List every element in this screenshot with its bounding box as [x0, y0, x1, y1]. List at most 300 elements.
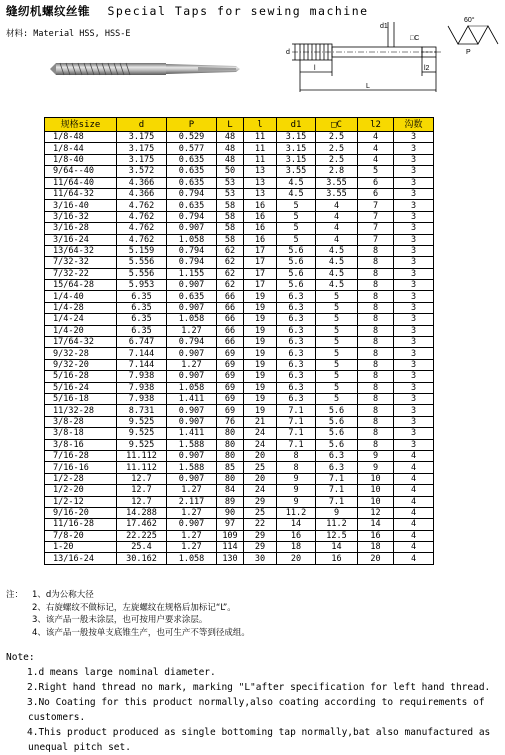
table-cell: 3 — [394, 382, 434, 393]
table-cell: 6.3 — [277, 348, 316, 359]
table-row — [45, 132, 434, 143]
table-cell: 8 — [358, 268, 394, 279]
table-cell: 3.55 — [277, 166, 316, 177]
table-cell: 4.762 — [117, 211, 167, 222]
table-cell: 0.794 — [167, 211, 217, 222]
table-header-row — [45, 118, 434, 132]
table-cell: 3.55 — [316, 188, 358, 199]
table-cell: 7/16-16 — [45, 462, 117, 473]
table-cell: 3 — [394, 302, 434, 313]
table-cell: 84 — [217, 485, 244, 496]
note-cn-1: 1、d为公称大径 — [32, 590, 94, 600]
table-cell: 8 — [358, 428, 394, 439]
table-row — [45, 234, 434, 245]
table-cell: 16 — [358, 530, 394, 541]
table-cell: 7.1 — [277, 405, 316, 416]
table-row — [45, 405, 434, 416]
table-cell: 4 — [394, 553, 434, 564]
table-cell: 8 — [277, 462, 316, 473]
col-header-L: L — [217, 118, 244, 132]
table-cell: 9 — [277, 496, 316, 507]
table-row — [45, 439, 434, 450]
table-cell: 9.525 — [117, 416, 167, 427]
table-cell: 8 — [358, 348, 394, 359]
table-cell: 1/4-20 — [45, 325, 117, 336]
table-cell: 5 — [277, 234, 316, 245]
table-cell: 8 — [358, 359, 394, 370]
table-cell: 17/64-32 — [45, 337, 117, 348]
table-cell: 3 — [394, 439, 434, 450]
table-cell: 1.27 — [167, 325, 217, 336]
table-cell: 25 — [244, 507, 277, 518]
table-cell: 18 — [358, 542, 394, 553]
table-cell: 19 — [244, 359, 277, 370]
table-cell: 10 — [358, 473, 394, 484]
dim-label-l2: l2 — [424, 65, 430, 72]
table-cell: 3 — [394, 223, 434, 234]
table-row — [45, 223, 434, 234]
table-cell: 4 — [394, 530, 434, 541]
spec-table — [44, 117, 434, 565]
table-cell: 69 — [217, 371, 244, 382]
table-cell: 20 — [244, 473, 277, 484]
table-cell: 4 — [358, 154, 394, 165]
table-cell: 4.5 — [277, 177, 316, 188]
table-cell: 11 — [244, 154, 277, 165]
table-cell: 17 — [244, 257, 277, 268]
table-cell: 12 — [358, 507, 394, 518]
table-cell: 0.907 — [167, 416, 217, 427]
table-cell: 6.3 — [277, 393, 316, 404]
table-cell: 5.6 — [316, 405, 358, 416]
table-cell: 7.1 — [316, 485, 358, 496]
table-cell: 24 — [244, 439, 277, 450]
table-cell: 2.5 — [316, 132, 358, 143]
table-cell: 85 — [217, 462, 244, 473]
dim-label-angle: 60° — [464, 17, 475, 24]
table-cell: 1.588 — [167, 439, 217, 450]
table-row — [45, 200, 434, 211]
table-cell: 90 — [217, 507, 244, 518]
table-cell: 0.635 — [167, 166, 217, 177]
table-cell: 5 — [316, 325, 358, 336]
table-cell: 3.15 — [277, 143, 316, 154]
table-cell: 0.635 — [167, 154, 217, 165]
dim-label-pitch: P — [466, 49, 471, 56]
table-cell: 5 — [277, 211, 316, 222]
table-cell: 20 — [358, 553, 394, 564]
table-cell: 7/8-20 — [45, 530, 117, 541]
table-row — [45, 177, 434, 188]
note-cn-3: 3、该产品一般未涂层，也可按用户要求涂层。 — [32, 615, 208, 625]
table-row — [45, 154, 434, 165]
table-cell: 1.27 — [167, 542, 217, 553]
table-cell: 14 — [358, 519, 394, 530]
table-cell: 48 — [217, 132, 244, 143]
table-cell: 69 — [217, 405, 244, 416]
table-cell: 76 — [217, 416, 244, 427]
table-cell: 11/16-28 — [45, 519, 117, 530]
table-cell: 6.3 — [316, 450, 358, 461]
table-cell: 80 — [217, 450, 244, 461]
table-cell: 1.058 — [167, 314, 217, 325]
table-cell: 3/8-16 — [45, 439, 117, 450]
table-cell: 19 — [244, 291, 277, 302]
table-cell: 9 — [277, 473, 316, 484]
table-cell: 9/16-20 — [45, 507, 117, 518]
table-cell: 4 — [394, 473, 434, 484]
table-row — [45, 280, 434, 291]
table-cell: 66 — [217, 325, 244, 336]
table-cell: 48 — [217, 154, 244, 165]
table-cell: 58 — [217, 223, 244, 234]
table-cell: 53 — [217, 177, 244, 188]
table-cell: 3.175 — [117, 132, 167, 143]
table-cell: 8 — [358, 439, 394, 450]
table-row — [45, 507, 434, 518]
table-cell: 1.27 — [167, 359, 217, 370]
table-cell: 16 — [244, 211, 277, 222]
table-cell: 9 — [277, 485, 316, 496]
table-cell: 3 — [394, 337, 434, 348]
table-cell: 5.6 — [316, 416, 358, 427]
table-cell: 3.55 — [316, 177, 358, 188]
table-cell: 22.225 — [117, 530, 167, 541]
table-cell: 9 — [358, 450, 394, 461]
table-cell: 5.159 — [117, 245, 167, 256]
table-cell: 8 — [358, 405, 394, 416]
table-cell: 4 — [394, 450, 434, 461]
table-cell: 5 — [358, 166, 394, 177]
table-cell: 15/64-28 — [45, 280, 117, 291]
table-cell: 1.588 — [167, 462, 217, 473]
table-cell: 3 — [394, 166, 434, 177]
table-row — [45, 382, 434, 393]
table-cell: 4 — [394, 542, 434, 553]
table-cell: 4.762 — [117, 234, 167, 245]
table-cell: 4.5 — [316, 245, 358, 256]
table-cell: 3.175 — [117, 143, 167, 154]
table-cell: 50 — [217, 166, 244, 177]
table-cell: 4 — [394, 485, 434, 496]
table-cell: 3 — [394, 211, 434, 222]
table-cell: 19 — [244, 371, 277, 382]
table-cell: 114 — [217, 542, 244, 553]
table-cell: 5.556 — [117, 268, 167, 279]
table-cell: 5 — [277, 223, 316, 234]
table-cell: 11 — [244, 132, 277, 143]
table-cell: 4.5 — [316, 280, 358, 291]
table-cell: 69 — [217, 382, 244, 393]
table-cell: 19 — [244, 314, 277, 325]
table-cell: 0.907 — [167, 371, 217, 382]
title-english: Special Taps for sewing machine — [107, 4, 369, 18]
table-cell: 3 — [394, 234, 434, 245]
table-cell: 5.6 — [316, 428, 358, 439]
table-row — [45, 485, 434, 496]
table-cell: 62 — [217, 268, 244, 279]
table-cell: 7/32-32 — [45, 257, 117, 268]
col-header-flutes: 沟数 — [394, 118, 434, 132]
table-cell: 29 — [244, 530, 277, 541]
table-row — [45, 268, 434, 279]
table-cell: 8.731 — [117, 405, 167, 416]
table-cell: 2.8 — [316, 166, 358, 177]
table-cell: 29 — [244, 542, 277, 553]
table-row — [45, 291, 434, 302]
table-cell: 3/16-24 — [45, 234, 117, 245]
table-cell: 10 — [358, 485, 394, 496]
table-cell: 19 — [244, 382, 277, 393]
table-cell: 0.907 — [167, 473, 217, 484]
table-cell: 3.15 — [277, 154, 316, 165]
dim-label-square: □C — [410, 35, 420, 42]
dim-label-l: l — [314, 65, 316, 72]
table-cell: 3 — [394, 188, 434, 199]
col-header-d1: d1 — [277, 118, 316, 132]
table-cell: 1.27 — [167, 507, 217, 518]
table-cell: 3 — [394, 245, 434, 256]
table-cell: 5/16-24 — [45, 382, 117, 393]
table-cell: 8 — [358, 280, 394, 291]
table-cell: 1/4-28 — [45, 302, 117, 313]
table-cell: 3/16-28 — [45, 223, 117, 234]
table-cell: 10 — [358, 496, 394, 507]
table-cell: 130 — [217, 553, 244, 564]
table-cell: 7.144 — [117, 359, 167, 370]
table-row — [45, 450, 434, 461]
table-cell: 0.635 — [167, 291, 217, 302]
table-cell: 4.762 — [117, 200, 167, 211]
table-cell: 3 — [394, 393, 434, 404]
table-cell: 6.3 — [316, 462, 358, 473]
tap-photo — [48, 55, 244, 83]
table-cell: 1/4-40 — [45, 291, 117, 302]
table-row — [45, 359, 434, 370]
table-row — [45, 325, 434, 336]
table-cell: 4 — [358, 132, 394, 143]
table-cell: 2.117 — [167, 496, 217, 507]
table-cell: 9/32-28 — [45, 348, 117, 359]
table-cell: 109 — [217, 530, 244, 541]
notes-chinese — [6, 589, 250, 639]
table-row — [45, 393, 434, 404]
table-cell: 0.794 — [167, 257, 217, 268]
table-cell: 16 — [244, 200, 277, 211]
table-cell: 69 — [217, 359, 244, 370]
table-cell: 16 — [277, 530, 316, 541]
table-row — [45, 302, 434, 313]
table-cell: 4.762 — [117, 223, 167, 234]
table-cell: 5.556 — [117, 257, 167, 268]
table-cell: 11.112 — [117, 462, 167, 473]
dim-label-d: d — [286, 49, 290, 56]
table-cell: 3/16-40 — [45, 200, 117, 211]
table-cell: 3 — [394, 428, 434, 439]
table-cell: 9/32-20 — [45, 359, 117, 370]
table-cell: 11/32-28 — [45, 405, 117, 416]
col-header-size: 规格size — [45, 118, 117, 132]
table-cell: 0.907 — [167, 223, 217, 234]
table-cell: 7 — [358, 234, 394, 245]
table-cell: 16 — [316, 553, 358, 564]
table-cell: 5.6 — [277, 280, 316, 291]
table-body — [45, 132, 434, 565]
table-cell: 6.3 — [277, 325, 316, 336]
table-cell: 9.525 — [117, 439, 167, 450]
table-cell: 80 — [217, 428, 244, 439]
table-cell: 13 — [244, 166, 277, 177]
table-cell: 3/8-18 — [45, 428, 117, 439]
table-cell: 3 — [394, 325, 434, 336]
table-cell: 7.938 — [117, 393, 167, 404]
note-en-3: 3.No Coating for this product normally,also coating according to requirements of customers. — [27, 697, 485, 723]
table-cell: 97 — [217, 519, 244, 530]
note-cn-4: 4、该产品一般按单支底锥生产，也可生产不等到径成组。 — [32, 627, 250, 638]
table-cell: 3 — [394, 268, 434, 279]
table-cell: 1.155 — [167, 268, 217, 279]
table-cell: 17 — [244, 245, 277, 256]
table-row — [45, 473, 434, 484]
table-cell: 14.288 — [117, 507, 167, 518]
table-cell: 5 — [316, 302, 358, 313]
table-row — [45, 428, 434, 439]
table-cell: 1/4-24 — [45, 314, 117, 325]
table-cell: 0.577 — [167, 143, 217, 154]
table-cell: 0.529 — [167, 132, 217, 143]
table-row — [45, 143, 434, 154]
table-cell: 24 — [244, 485, 277, 496]
table-cell: 9.525 — [117, 428, 167, 439]
table-cell: 6 — [358, 188, 394, 199]
table-cell: 3 — [394, 257, 434, 268]
table-cell: 19 — [244, 325, 277, 336]
note-en-1: 1.d means large nominal diameter. — [27, 667, 216, 678]
table-cell: 3 — [394, 154, 434, 165]
table-cell: 0.794 — [167, 245, 217, 256]
table-cell: 5 — [316, 382, 358, 393]
table-cell: 5 — [316, 359, 358, 370]
table-cell: 6.3 — [277, 359, 316, 370]
table-cell: 4.5 — [277, 188, 316, 199]
notes-cn-label: 注： — [6, 590, 24, 600]
table-cell: 1.27 — [167, 485, 217, 496]
table-cell: 3 — [394, 348, 434, 359]
tap-drawing — [270, 14, 500, 110]
table-cell: 22 — [244, 519, 277, 530]
table-cell: 8 — [358, 416, 394, 427]
table-cell: 8 — [358, 382, 394, 393]
table-cell: 3 — [394, 416, 434, 427]
table-cell: 8 — [358, 257, 394, 268]
table-cell: 4 — [316, 234, 358, 245]
note-en-4: 4.This product produced as single bottoming tap normally,bat also manufactured as unequal pitch set. — [27, 727, 491, 753]
table-cell: 53 — [217, 188, 244, 199]
table-cell: 13/16-24 — [45, 553, 117, 564]
table-row — [45, 348, 434, 359]
table-cell: 1.411 — [167, 428, 217, 439]
table-row — [45, 211, 434, 222]
table-cell: 5.953 — [117, 280, 167, 291]
table-cell: 7.1 — [316, 496, 358, 507]
table-cell: 11 — [244, 143, 277, 154]
table-cell: 16 — [244, 223, 277, 234]
table-cell: 7/32-22 — [45, 268, 117, 279]
table-cell: 7.144 — [117, 348, 167, 359]
table-row — [45, 462, 434, 473]
table-cell: 69 — [217, 348, 244, 359]
table-cell: 4 — [316, 223, 358, 234]
table-cell: 1/8-48 — [45, 132, 117, 143]
table-cell: 19 — [244, 393, 277, 404]
table-cell: 3 — [394, 132, 434, 143]
table-cell: 58 — [217, 200, 244, 211]
table-cell: 3/16-32 — [45, 211, 117, 222]
notes-en-label: Note: — [6, 652, 35, 663]
table-cell: 5 — [316, 314, 358, 325]
table-cell: 6.3 — [277, 291, 316, 302]
col-header-l2: l2 — [358, 118, 394, 132]
table-cell: 2.5 — [316, 154, 358, 165]
table-cell: 1/8-44 — [45, 143, 117, 154]
table-cell: 6.35 — [117, 291, 167, 302]
table-cell: 0.907 — [167, 348, 217, 359]
table-cell: 12.7 — [117, 496, 167, 507]
table-cell: 9 — [316, 507, 358, 518]
table-cell: 80 — [217, 473, 244, 484]
dim-label-L: L — [366, 83, 370, 90]
table-cell: 3.572 — [117, 166, 167, 177]
table-cell: 4.5 — [316, 268, 358, 279]
table-row — [45, 245, 434, 256]
table-cell: 89 — [217, 496, 244, 507]
table-cell: 6.3 — [277, 302, 316, 313]
table-cell: 48 — [217, 143, 244, 154]
table-cell: 8 — [358, 371, 394, 382]
note-en-2: 2.Right hand thread no mark, marking "L"after specification for left hand thread. — [27, 682, 491, 693]
table-cell: 0.907 — [167, 405, 217, 416]
table-cell: 6 — [358, 177, 394, 188]
table-cell: 1.058 — [167, 553, 217, 564]
table-cell: 11/64-32 — [45, 188, 117, 199]
table-row — [45, 496, 434, 507]
table-cell: 5.6 — [277, 245, 316, 256]
table-cell: 5.6 — [277, 257, 316, 268]
table-cell: 7.938 — [117, 371, 167, 382]
table-cell: 9/64--40 — [45, 166, 117, 177]
table-cell: 0.635 — [167, 177, 217, 188]
table-cell: 2.5 — [316, 143, 358, 154]
table-cell: 1.27 — [167, 530, 217, 541]
table-cell: 3 — [394, 314, 434, 325]
table-cell: 24 — [244, 428, 277, 439]
table-cell: 7.1 — [277, 439, 316, 450]
table-row — [45, 553, 434, 564]
table-row — [45, 188, 434, 199]
table-cell: 7/16-28 — [45, 450, 117, 461]
table-cell: 7 — [358, 211, 394, 222]
table-cell: 4 — [316, 200, 358, 211]
table-cell: 5/16-28 — [45, 371, 117, 382]
table-cell: 19 — [244, 348, 277, 359]
table-cell: 11.112 — [117, 450, 167, 461]
table-cell: 18 — [277, 542, 316, 553]
table-cell: 0.635 — [167, 200, 217, 211]
table-cell: 14 — [316, 542, 358, 553]
table-cell: 1.058 — [167, 382, 217, 393]
table-cell: 4.5 — [316, 257, 358, 268]
table-cell: 7.938 — [117, 382, 167, 393]
